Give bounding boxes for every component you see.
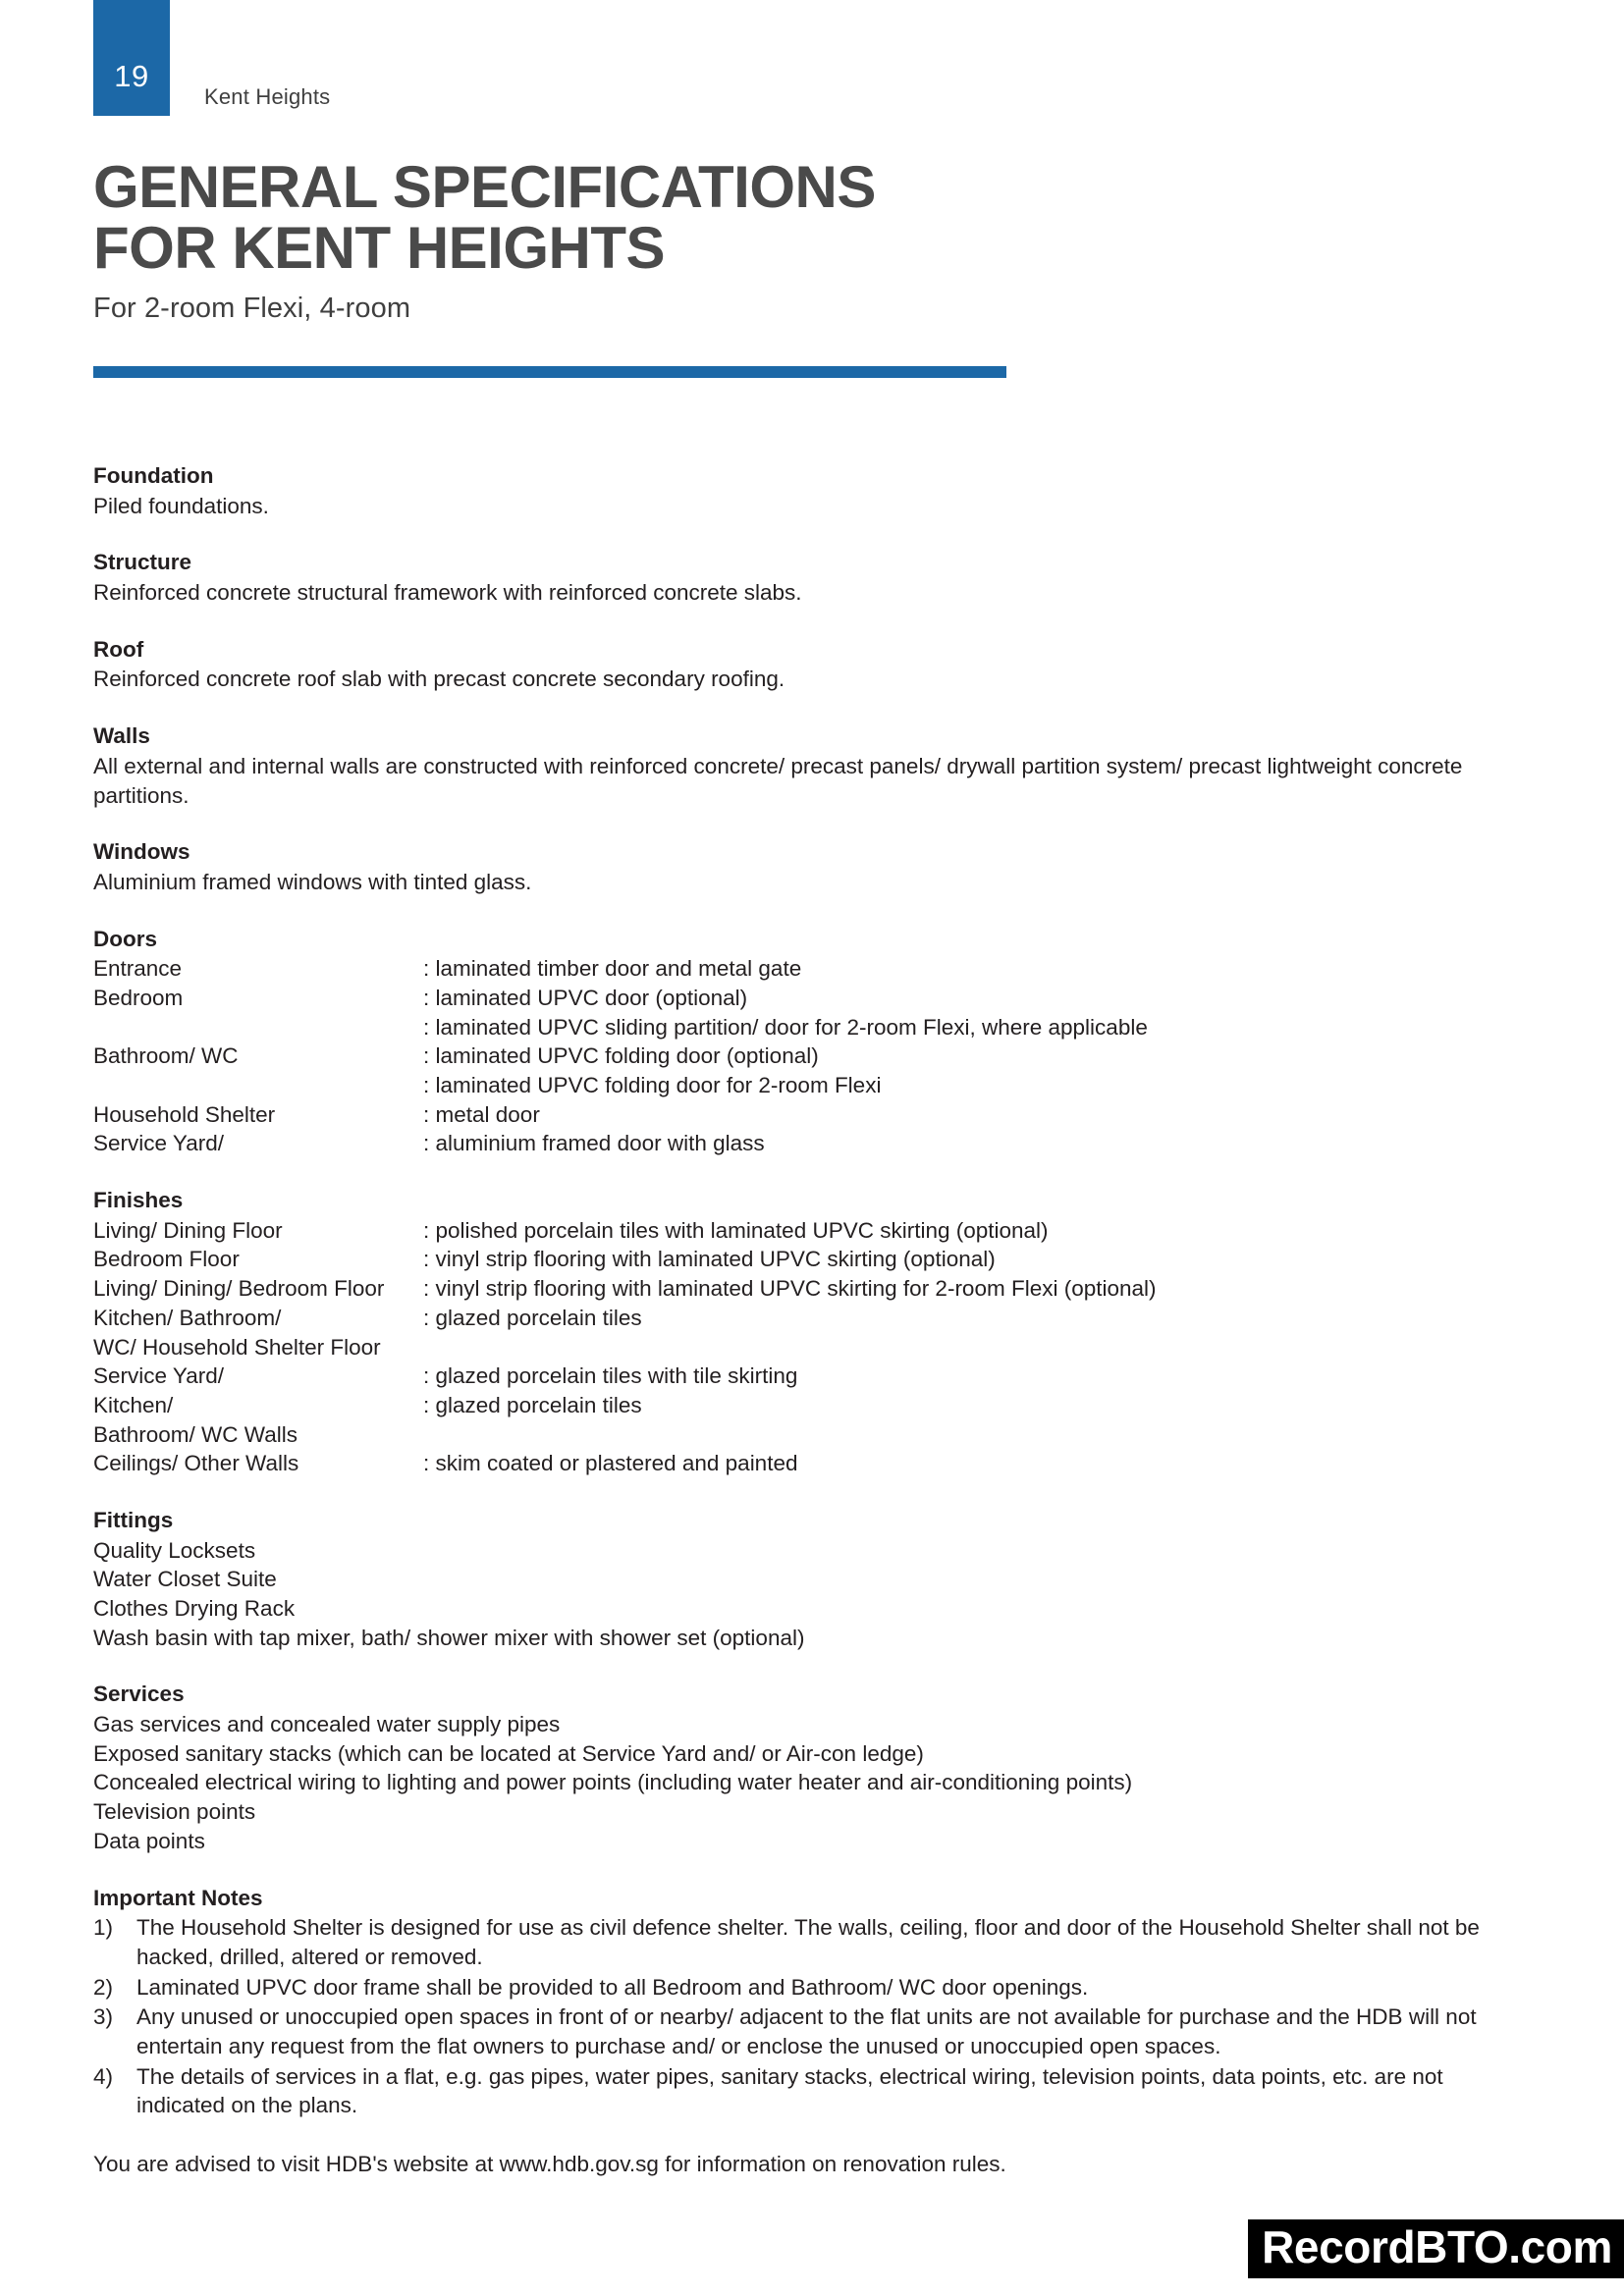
note-number: 2) (93, 1974, 114, 2000)
note-text: Laminated UPVC door frame shall be provided to all Bedroom and Bathroom/ WC door openings. (136, 1974, 1089, 2000)
section-heading-doors: Doors (93, 926, 158, 951)
section-heading-roof: Roof (93, 636, 144, 662)
spec-value: : glazed porcelain tiles (423, 1392, 642, 1417)
spec-label: WC/ Household Shelter Floor (93, 1334, 381, 1360)
section-fittings (93, 1506, 1527, 1652)
spec-label: Ceilings/ Other Walls (93, 1451, 299, 1476)
table-row (93, 1013, 1527, 1042)
list-item: Data points (93, 1828, 205, 1853)
page-subtitle: For 2-room Flexi, 4-room (93, 292, 411, 324)
table-row (93, 1420, 1527, 1450)
spec-label: Kitchen/ Bathroom/ (93, 1305, 282, 1330)
list-item: Exposed sanitary stacks (which can be located at Service Yard and/ or Air-con ledge) (93, 1740, 924, 1766)
page-title-line-1: GENERAL SPECIFICATIONS (93, 154, 876, 220)
section-walls (93, 721, 1527, 810)
table-row (93, 1333, 1527, 1362)
table-row (93, 1362, 1527, 1391)
table-row (93, 1071, 1527, 1100)
spec-label: Bedroom (93, 985, 184, 1010)
list-item (93, 1913, 1527, 1971)
spec-value: : laminated UPVC sliding partition/ door for 2-room Flexi, where applicable (423, 1014, 1148, 1040)
section-windows (93, 837, 1527, 896)
title-divider-bar (93, 366, 1006, 378)
spec-value: : glazed porcelain tiles with tile skirting (423, 1363, 798, 1389)
section-doors (93, 925, 1527, 1159)
spec-value: : glazed porcelain tiles (423, 1305, 642, 1330)
spec-value: : laminated UPVC folding door for 2-room Flexi (423, 1073, 882, 1097)
spec-value: : aluminium framed door with glass (423, 1131, 765, 1156)
spec-value: : skim coated or plastered and painted (423, 1451, 798, 1476)
spec-value: : metal door (423, 1101, 540, 1127)
page-number-badge: 19 (93, 0, 170, 116)
title-block (93, 154, 1517, 325)
note-text: The Household Shelter is designed for use as civil defence shelter. The walls, ceiling, floor and door of the Household Shelter shall not be hacked, drilled, altered or removed. (136, 1915, 1480, 1969)
spec-label: Bedroom Floor (93, 1247, 240, 1272)
note-text: Any unused or unoccupied open spaces in front of or nearby/ adjacent to the flat units are not available for purchase and the HDB will not entertain any request from the flat owners to purchase and/ or enclose the unused or unoccupied open spaces. (136, 2004, 1477, 2058)
spec-label: Service Yard/ (93, 1131, 224, 1156)
table-row (93, 1041, 1527, 1071)
section-text-roof: Reinforced concrete roof slab with precast concrete secondary roofing. (93, 667, 785, 692)
spec-label: Living/ Dining/ Bedroom Floor (93, 1276, 385, 1302)
spec-value: : laminated UPVC door (optional) (423, 985, 748, 1010)
section-heading-services: Services (93, 1682, 185, 1707)
spec-label: Entrance (93, 956, 183, 982)
section-text-walls: All external and internal walls are constructed with reinforced concrete/ precast panels/ drywall partition system/ precast lightweight concrete partitions. (93, 753, 1463, 808)
table-row (93, 1100, 1527, 1130)
spec-label: Service Yard/ (93, 1363, 224, 1389)
spec-value: : vinyl strip flooring with laminated UPVC skirting (optional) (423, 1247, 996, 1272)
section-text-structure: Reinforced concrete structural framework with reinforced concrete slabs. (93, 580, 802, 606)
section-structure (93, 548, 1527, 607)
page-title-line-2: FOR KENT HEIGHTS (93, 214, 666, 281)
doors-spec-table (93, 954, 1527, 1158)
note-text: The details of services in a flat, e.g. gas pipes, water pipes, sanitary stacks, electrical wiring, television points, data points, etc. are not indicated on the plans. (136, 2063, 1443, 2118)
list-item: Clothes Drying Rack (93, 1596, 296, 1621)
table-row (93, 1304, 1527, 1333)
table-row (93, 1449, 1527, 1478)
list-item (93, 1973, 1527, 2002)
section-foundation (93, 461, 1527, 520)
list-item: Wash basin with tap mixer, bath/ shower mixer with shower set (optional) (93, 1625, 805, 1650)
list-item (93, 2002, 1527, 2060)
list-item: Concealed electrical wiring to lighting and power points (including water heater and air-conditioning points) (93, 1770, 1133, 1795)
section-finishes (93, 1186, 1527, 1478)
running-head: Kent Heights (204, 84, 331, 109)
section-heading-important-notes: Important Notes (93, 1885, 263, 1910)
section-roof (93, 635, 1527, 694)
section-heading-structure: Structure (93, 550, 192, 575)
section-text-windows: Aluminium framed windows with tinted glass. (93, 869, 532, 894)
list-item: Gas services and concealed water supply pipes (93, 1712, 561, 1737)
note-number: 4) (93, 2063, 114, 2089)
page-header (0, 0, 1624, 123)
spec-label: Bathroom/ WC (93, 1043, 239, 1069)
closing-advisory-text: You are advised to visit HDB's website at www.hdb.gov.sg for information on renovation rules. (93, 2152, 1006, 2176)
finishes-spec-table (93, 1216, 1527, 1478)
list-item: Water Closet Suite (93, 1567, 277, 1592)
watermark: RecordBTO.com (1248, 2219, 1624, 2278)
section-heading-finishes: Finishes (93, 1188, 184, 1213)
spec-value: : laminated UPVC folding door (optional) (423, 1043, 819, 1069)
page-title (93, 154, 1517, 281)
list-item (93, 2062, 1527, 2120)
table-row (93, 1274, 1527, 1304)
table-row (93, 984, 1527, 1013)
section-heading-fittings: Fittings (93, 1507, 174, 1532)
note-number: 3) (93, 2004, 114, 2030)
spec-value: : laminated timber door and metal gate (423, 956, 802, 982)
spec-label: Bathroom/ WC Walls (93, 1421, 298, 1447)
note-number: 1) (93, 1915, 114, 1941)
section-heading-walls: Walls (93, 723, 150, 749)
table-row (93, 954, 1527, 984)
section-heading-foundation: Foundation (93, 463, 214, 488)
spec-label: Living/ Dining Floor (93, 1217, 283, 1243)
section-heading-windows: Windows (93, 839, 190, 865)
list-item: Quality Locksets (93, 1537, 256, 1563)
section-important-notes (93, 1884, 1527, 2121)
spec-value: : vinyl strip flooring with laminated UPVC skirting for 2-room Flexi (optional) (423, 1276, 1157, 1302)
table-row (93, 1216, 1527, 1246)
spec-label: Kitchen/ (93, 1392, 174, 1417)
specifications-content (93, 461, 1527, 2179)
table-row (93, 1391, 1527, 1420)
section-services (93, 1680, 1527, 1855)
section-text-foundation: Piled foundations. (93, 493, 269, 518)
spec-value: : polished porcelain tiles with laminated UPVC skirting (optional) (423, 1217, 1049, 1243)
table-row (93, 1245, 1527, 1274)
spec-label: Household Shelter (93, 1101, 276, 1127)
list-item: Television points (93, 1799, 256, 1825)
table-row (93, 1129, 1527, 1158)
